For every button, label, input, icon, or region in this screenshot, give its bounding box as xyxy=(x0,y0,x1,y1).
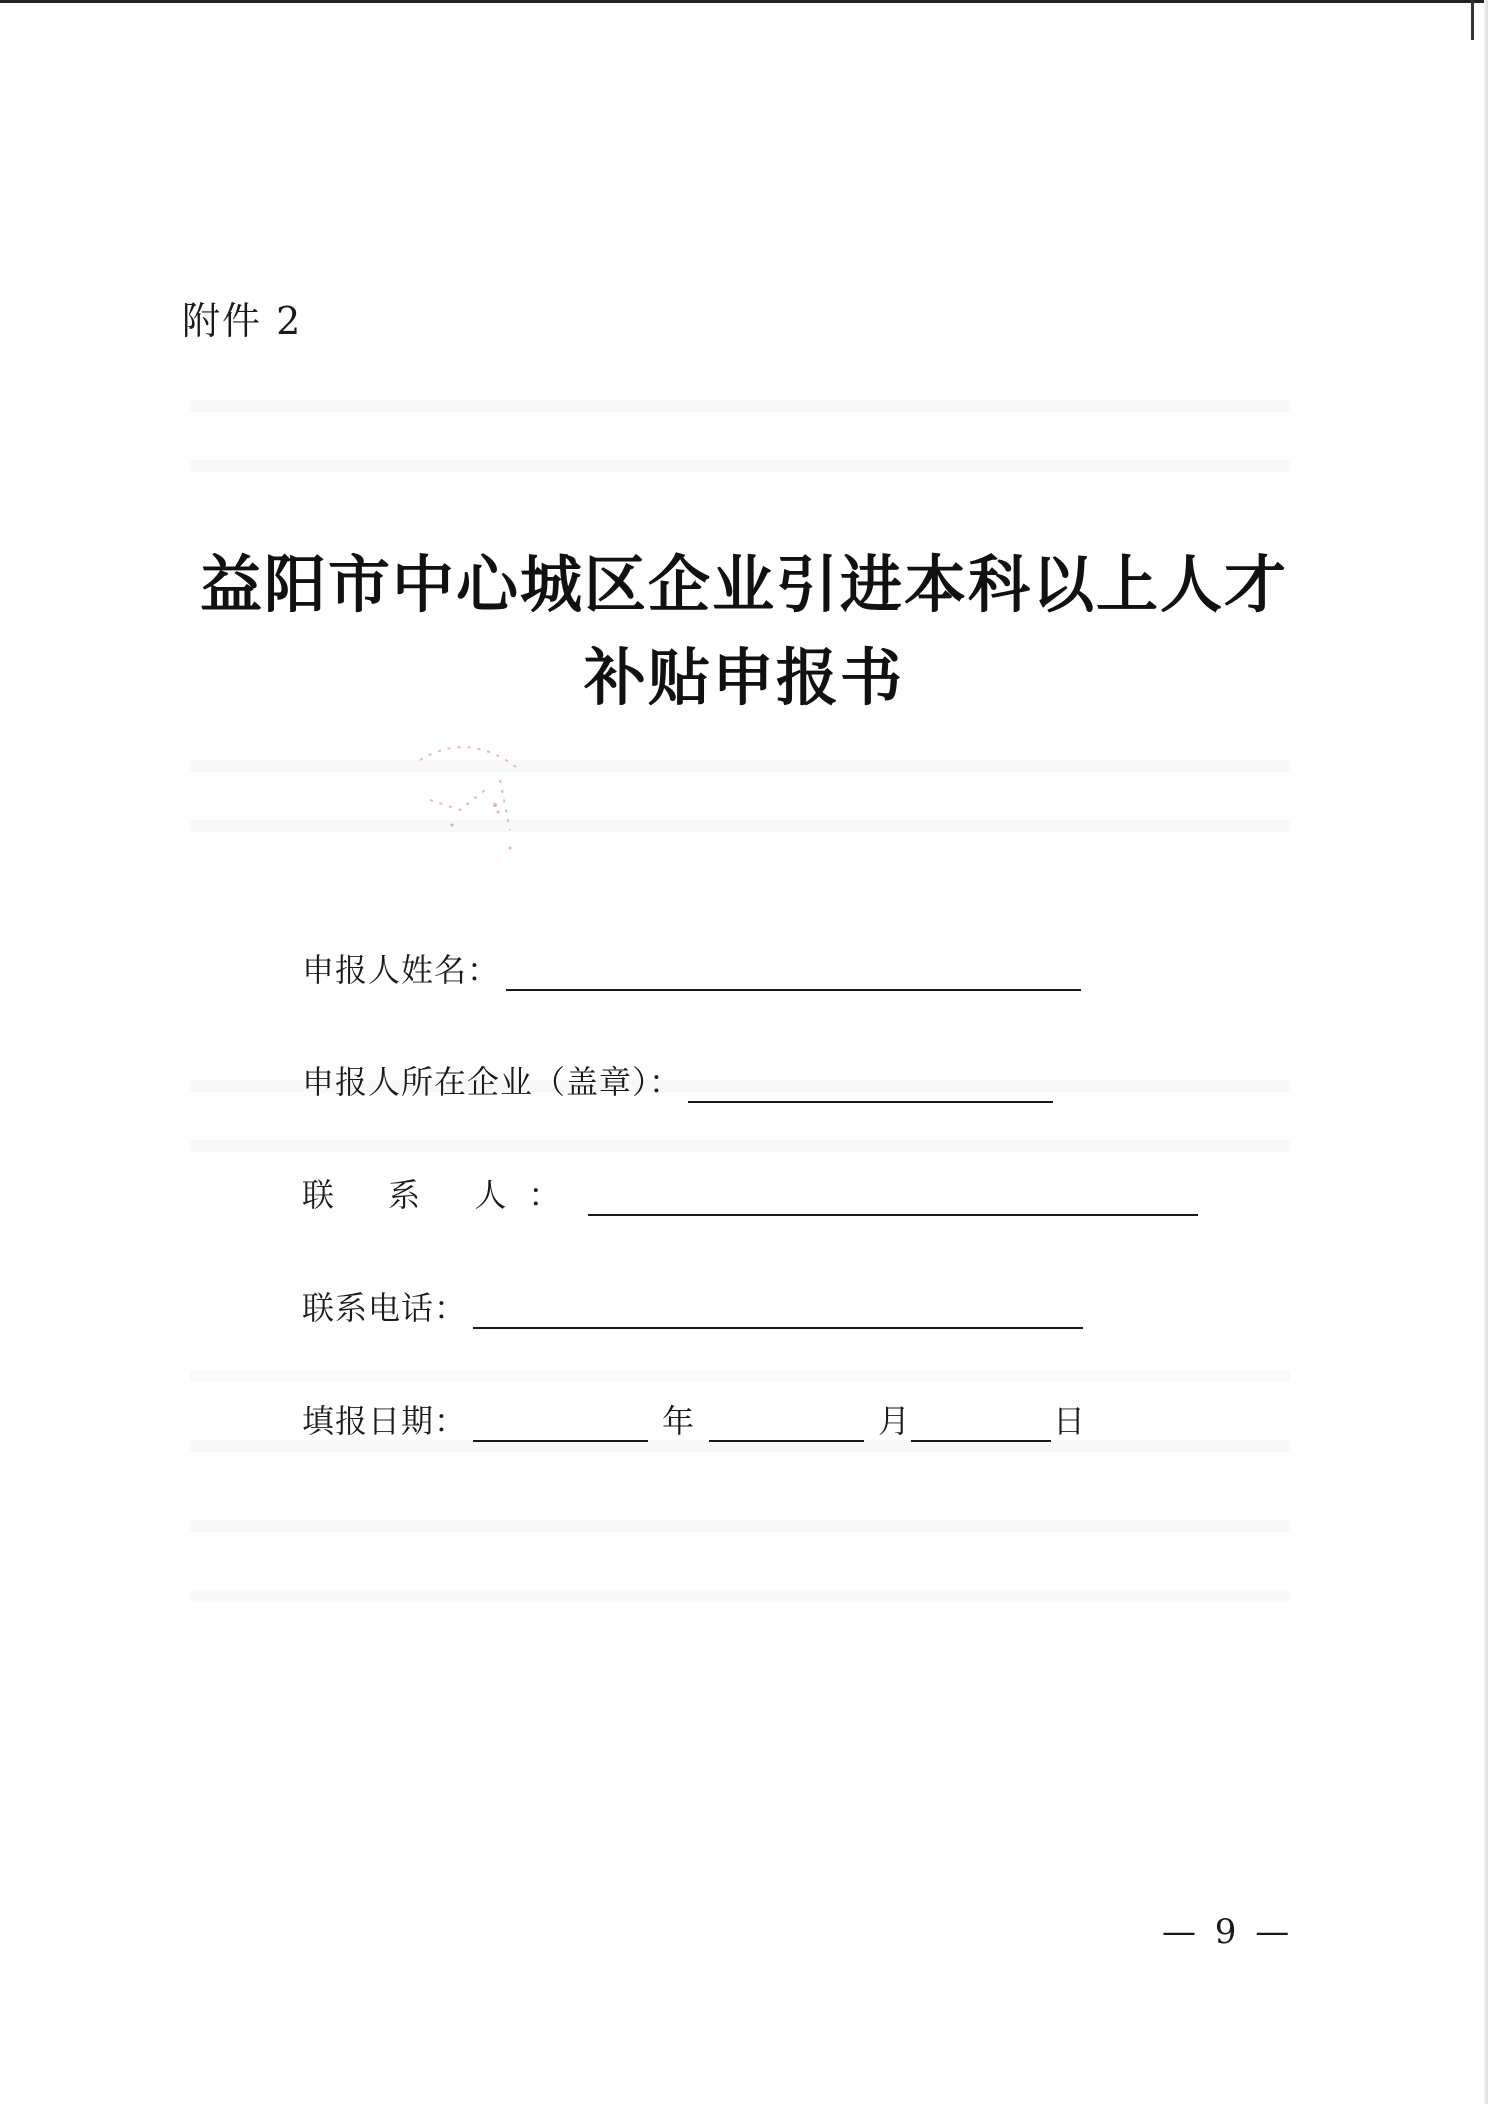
applicant-name-label: 申报人姓名： xyxy=(302,951,501,989)
company-label: 申报人所在企业（盖章）： xyxy=(302,1063,683,1101)
phone-blank[interactable] xyxy=(473,1291,1083,1329)
scan-edge-mark xyxy=(1471,0,1474,40)
phone-label: 联系电话： xyxy=(302,1289,468,1327)
phone-field xyxy=(302,1283,1083,1329)
bleed-through xyxy=(190,460,1290,472)
attachment-label: 附件 2 xyxy=(182,299,303,343)
contact-label: 联 系 人： xyxy=(302,1176,583,1214)
date-field xyxy=(302,1396,1086,1442)
year-unit: 年 xyxy=(662,1402,696,1440)
contact-field xyxy=(302,1170,1198,1216)
faint-stamp-mark xyxy=(390,720,550,870)
page-number: — 9 — xyxy=(1162,1912,1294,1952)
bleed-through xyxy=(190,1370,1290,1382)
scan-edge-top xyxy=(0,0,1488,3)
company-field xyxy=(302,1057,1053,1103)
month-blank[interactable] xyxy=(709,1404,864,1442)
applicant-name-field xyxy=(302,945,1081,991)
bleed-through xyxy=(190,1140,1290,1152)
bleed-through xyxy=(190,1520,1290,1532)
bleed-through xyxy=(190,1590,1290,1602)
year-blank[interactable] xyxy=(473,1404,648,1442)
applicant-name-blank[interactable] xyxy=(506,953,1081,991)
bleed-through xyxy=(190,400,1290,412)
day-blank[interactable] xyxy=(911,1404,1051,1442)
document-title-line2: 补贴申报书 xyxy=(583,641,904,714)
month-unit: 月 xyxy=(878,1402,912,1440)
scan-edge-right xyxy=(1484,0,1488,2104)
document-title-line1: 益阳市中心城区企业引进本科以上人才 xyxy=(199,548,1288,621)
bleed-through xyxy=(190,760,1290,772)
day-unit: 日 xyxy=(1053,1402,1087,1440)
date-label: 填报日期： xyxy=(302,1402,468,1440)
company-blank[interactable] xyxy=(688,1065,1053,1103)
bleed-through xyxy=(190,820,1290,832)
contact-blank[interactable] xyxy=(588,1178,1198,1216)
